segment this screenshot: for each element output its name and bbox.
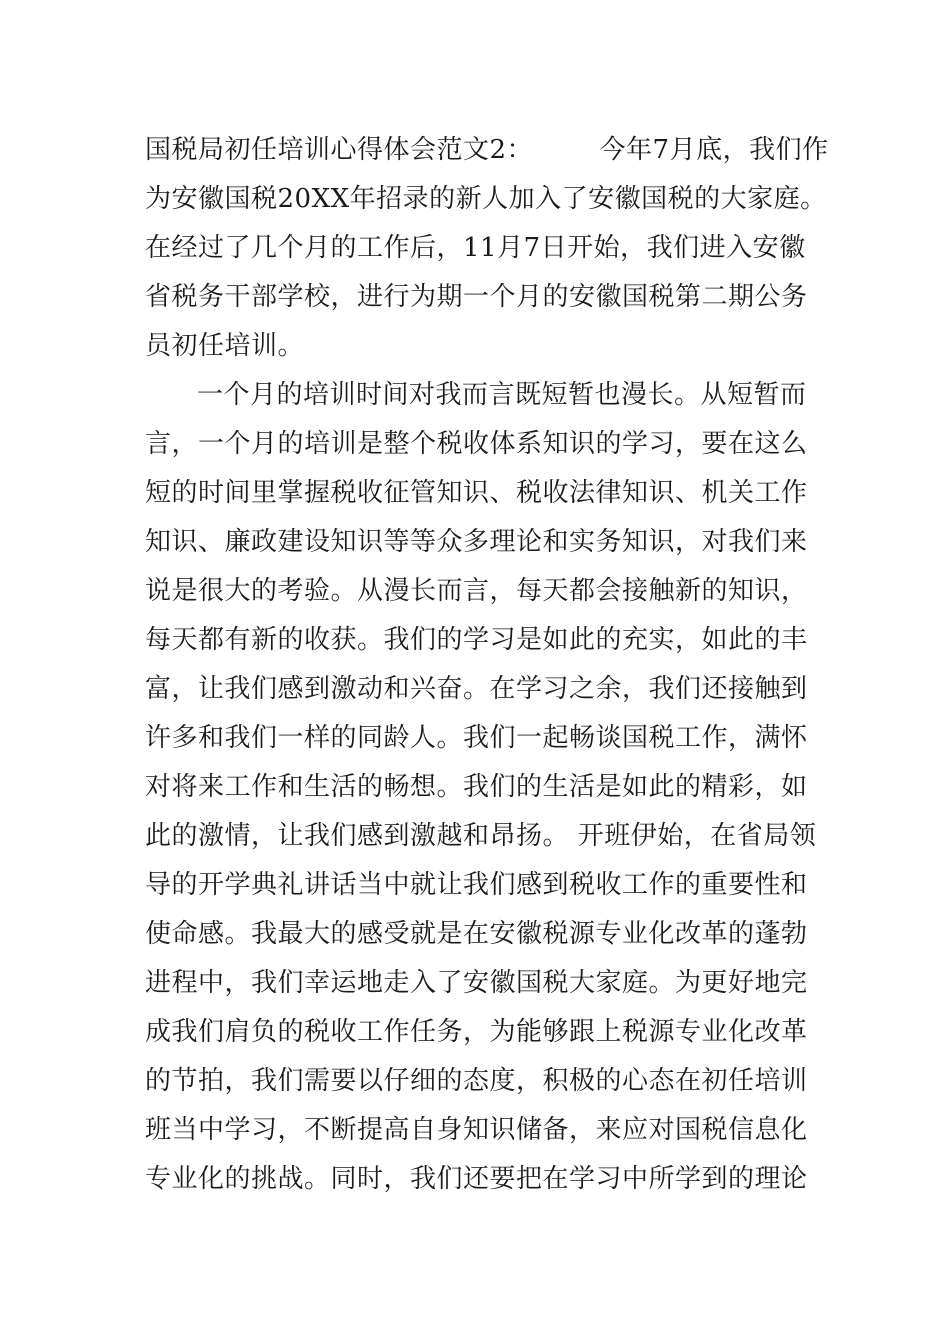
text-line: 员初任培训。 <box>145 331 305 361</box>
text-line: 此的激情，让我们感到激越和昂扬。 开班伊始，在省局领 <box>145 821 817 851</box>
text-line: 说是很大的考验。从漫长而言，每天都会接触新的知识， <box>145 576 808 606</box>
text-line: 成我们肩负的税收工作任务，为能够跟上税源专业化改革 <box>145 1017 808 1047</box>
text-line: 省税务干部学校，进行为期一个月的安徽国税第二期公务 <box>145 282 808 312</box>
text-line: 班当中学习，不断提高自身知识储备，来应对国税信息化 <box>145 1115 808 1145</box>
text-line: 对将来工作和生活的畅想。我们的生活是如此的精彩，如 <box>145 772 808 802</box>
text-line: 言，一个月的培训是整个税收体系知识的学习，要在这么 <box>145 429 808 459</box>
text-line: 每天都有新的收获。我们的学习是如此的充实，如此的丰 <box>145 625 808 655</box>
text-line: 导的开学典礼讲话当中就让我们感到税收工作的重要性和 <box>145 870 808 900</box>
text-line: 知识、廉政建设知识等等众多理论和实务知识，对我们来 <box>145 527 808 557</box>
text-line: 使命感。我最大的感受就是在安徽税源专业化改革的蓬勃 <box>145 919 808 949</box>
text-line: 的节拍，我们需要以仔细的态度，积极的心态在初任培训 <box>145 1066 808 1096</box>
text-line: 进程中，我们幸运地走入了安徽国税大家庭。为更好地完 <box>145 968 808 998</box>
body-text <box>145 126 829 1204</box>
text-line: 一个月的培训时间对我而言既短暂也漫长。从短暂而 <box>197 380 807 410</box>
text-line: 在经过了几个月的工作后，11月7日开始，我们进入安徽 <box>145 233 806 263</box>
text-line: 许多和我们一样的同龄人。我们一起畅谈国税工作，满怀 <box>145 723 808 753</box>
text-line: 短的时间里掌握税收征管知识、税收法律知识、机关工作 <box>145 478 808 508</box>
text-line: 富，让我们感到激动和兴奋。在学习之余，我们还接触到 <box>145 674 808 704</box>
text-line: 为安徽国税20XX年招录的新人加入了安徽国税的大家庭。 <box>145 184 827 214</box>
text-line: 国税局初任培训心得体会范文2： 今年7月底，我们作 <box>145 135 829 165</box>
text-line: 专业化的挑战。同时，我们还要把在学习中所学到的理论 <box>145 1164 808 1194</box>
